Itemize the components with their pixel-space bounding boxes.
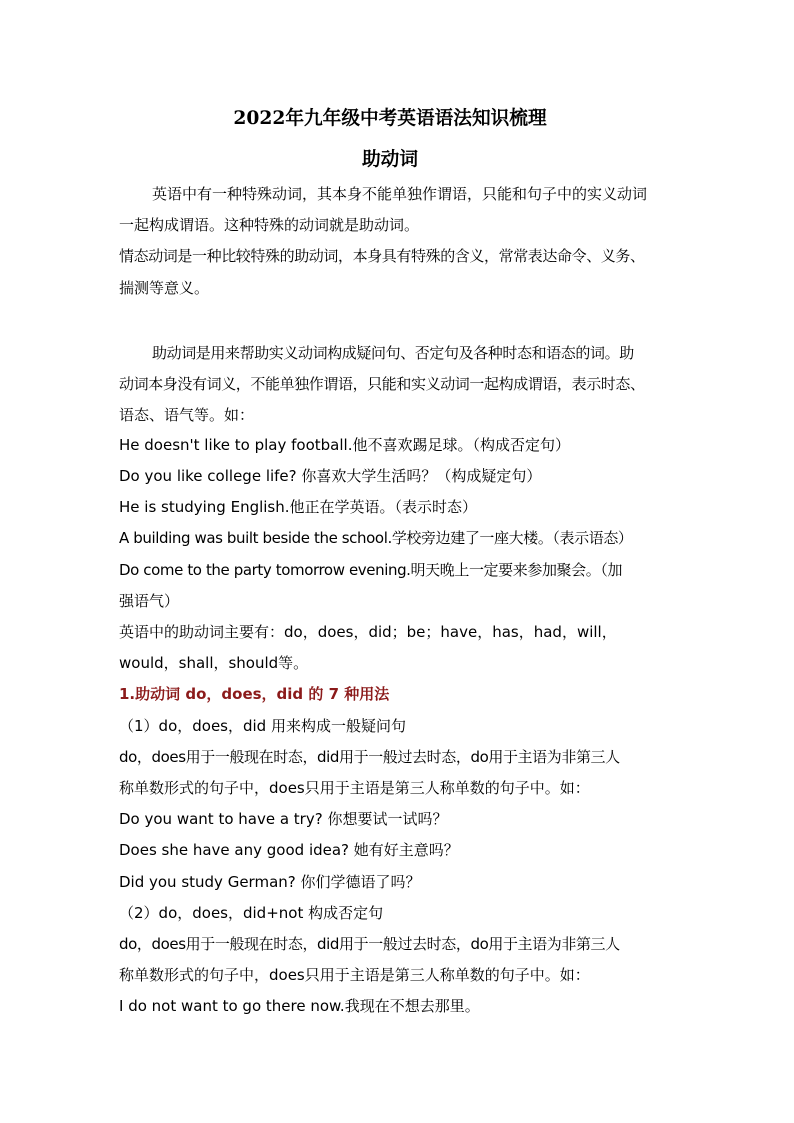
modal-paragraph-line-1: 情态动词是一种比较特殊的助动词，本身具有特殊的含义，常常表达命令、义务、 <box>119 247 645 265</box>
subsection-1-label: （1）do，does，did 用来构成一般疑问句 <box>119 717 406 735</box>
subsection-1-desc-line-2: 称单数形式的句子中，does只用于主语是第三人称单数的句子中。如： <box>119 779 590 797</box>
example-sentence-5-line-1: Do come to the party tomorrow evening.明天晚上一定要来参加聚会。（加 <box>119 561 623 579</box>
subsection-2-desc-line-1: do，does用于一般现在时态，did用于一般过去时态，do用于主语为非第三人 <box>119 935 620 953</box>
auxiliary-list-line-2: would，shall，should等。 <box>119 654 309 672</box>
subsection-2-desc-line-2: 称单数形式的句子中，does只用于主语是第三人称单数的句子中。如： <box>119 966 590 984</box>
document-subtitle: 助动词 <box>361 148 419 170</box>
intro-paragraph-line-2: 一起构成谓语。这种特殊的动词就是助动词。 <box>119 216 420 234</box>
subsection-2-example-1: I do not want to go there now.我现在不想去那里。 <box>119 997 480 1015</box>
subsection-1-example-1: Do you want to have a try? 你想要试一试吗？ <box>119 810 448 828</box>
subsection-1-desc-line-1: do，does用于一般现在时态，did用于一般过去时态，do用于主语为非第三人 <box>119 748 620 766</box>
auxiliary-list-line-1: 英语中的助动词主要有：do，does，did；be；have，has，had，will， <box>119 623 617 641</box>
definition-paragraph-line-1: 助动词是用来帮助实义动词构成疑问句、否定句及各种时态和语态的词。助 <box>152 344 634 362</box>
subsection-2-label: （2）do，does，did+not 构成否定句 <box>119 904 384 922</box>
modal-paragraph-line-2: 揣测等意义。 <box>119 279 210 297</box>
intro-paragraph-line-1: 英语中有一种特殊动词，其本身不能单独作谓语，只能和句子中的实义动词 <box>152 185 648 203</box>
example-sentence-1: He doesn't like to play football.他不喜欢踢足球。（构成否定句） <box>119 436 570 454</box>
section-1-heading: 1.助动词 do，does，did 的 7 种用法 <box>119 685 390 703</box>
definition-paragraph-line-3: 语态、语气等。如： <box>119 406 255 424</box>
document-title: 2022年九年级中考英语语法知识梳理 <box>233 107 547 129</box>
definition-paragraph-line-2: 动词本身没有词义，不能单独作谓语，只能和实义动词一起构成谓语，表示时态、 <box>119 375 645 393</box>
subsection-1-example-2: Does she have any good idea? 她有好主意吗？ <box>119 841 459 859</box>
example-sentence-2: Do you like college life? 你喜欢大学生活吗？（构成疑定句） <box>119 467 542 485</box>
example-sentence-4: A building was built beside the school.学校旁边建了一座大楼。（表示语态） <box>119 529 633 547</box>
example-sentence-3: He is studying English.他正在学英语。（表示时态） <box>119 498 478 516</box>
subsection-1-example-3: Did you study German? 你们学德语了吗？ <box>119 873 421 891</box>
example-sentence-5-line-2: 强语气） <box>119 592 180 610</box>
